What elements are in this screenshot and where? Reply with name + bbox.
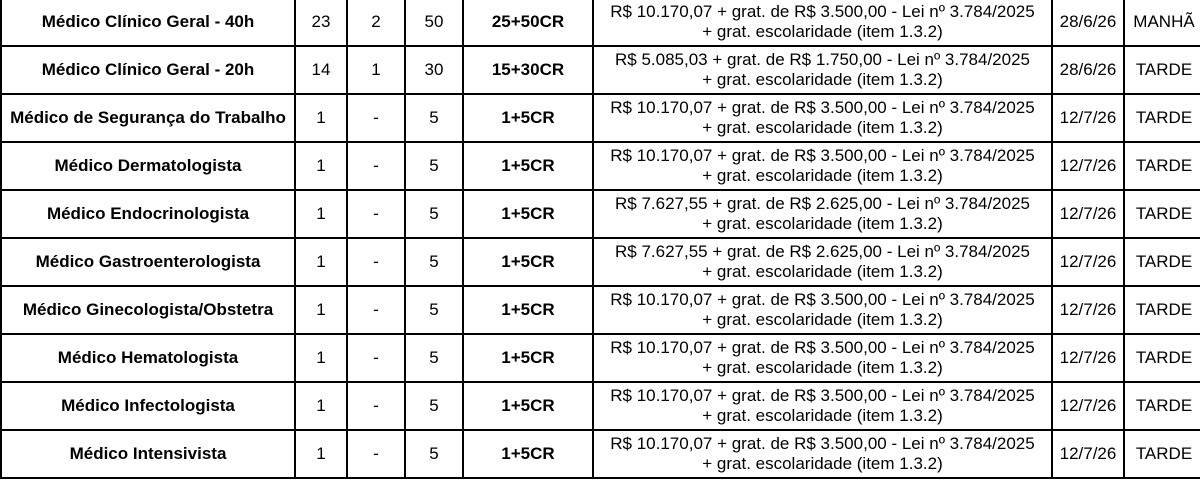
total-cell: 25+50CR	[463, 0, 593, 46]
cadastro-reserva-cell: 5	[405, 334, 463, 382]
remuneracao-line-1: R$ 10.170,07 + grat. de R$ 3.500,00 - Lei nº 3.784/2025	[610, 290, 1035, 309]
remuneracao-line-2: + grat. escolaridade (item 1.3.2)	[702, 214, 943, 233]
total-cell: 1+5CR	[463, 382, 593, 430]
total-cell: 1+5CR	[463, 286, 593, 334]
vagas-ampla-cell: 14	[295, 46, 347, 94]
total-cell: 1+5CR	[463, 238, 593, 286]
remuneracao-cell	[593, 94, 1052, 142]
cargo-cell: Médico Dermatologista	[1, 142, 295, 190]
vagas-ampla-cell: 1	[295, 334, 347, 382]
cargo-cell: Médico Intensivista	[1, 430, 295, 478]
cargo-cell: Médico Gastroenterologista	[1, 238, 295, 286]
cadastro-reserva-cell: 5	[405, 142, 463, 190]
cadastro-reserva-cell: 5	[405, 94, 463, 142]
remuneracao-line-1: R$ 10.170,07 + grat. de R$ 3.500,00 - Lei nº 3.784/2025	[610, 434, 1035, 453]
turno-cell: TARDE	[1124, 190, 1200, 238]
remuneracao-cell	[593, 46, 1052, 94]
vagas-ampla-cell: 1	[295, 286, 347, 334]
remuneracao-line-1: R$ 10.170,07 + grat. de R$ 3.500,00 - Lei nº 3.784/2025	[610, 98, 1035, 117]
table-row	[1, 334, 1200, 382]
remuneracao-line-1: R$ 10.170,07 + grat. de R$ 3.500,00 - Lei nº 3.784/2025	[610, 338, 1035, 357]
table-row	[1, 286, 1200, 334]
vagas-pcd-cell: -	[347, 142, 405, 190]
turno-cell: TARDE	[1124, 382, 1200, 430]
vagas-pcd-cell: -	[347, 286, 405, 334]
total-cell: 1+5CR	[463, 142, 593, 190]
total-cell: 1+5CR	[463, 190, 593, 238]
turno-cell: TARDE	[1124, 142, 1200, 190]
cadastro-reserva-cell: 5	[405, 286, 463, 334]
table-row	[1, 142, 1200, 190]
vagas-ampla-cell: 1	[295, 238, 347, 286]
remuneracao-cell	[593, 142, 1052, 190]
remuneracao-line-2: + grat. escolaridade (item 1.3.2)	[702, 454, 943, 473]
cadastro-reserva-cell: 30	[405, 46, 463, 94]
remuneracao-cell	[593, 430, 1052, 478]
vagas-pcd-cell: -	[347, 94, 405, 142]
remuneracao-cell	[593, 382, 1052, 430]
remuneracao-line-2: + grat. escolaridade (item 1.3.2)	[702, 70, 943, 89]
vagas-pcd-cell: -	[347, 430, 405, 478]
table-row	[1, 382, 1200, 430]
data-prova-cell: 12/7/26	[1052, 238, 1124, 286]
turno-cell: TARDE	[1124, 238, 1200, 286]
table-row	[1, 46, 1200, 94]
turno-cell: MANHÃ	[1124, 0, 1200, 46]
remuneracao-line-1: R$ 5.085,03 + grat. de R$ 1.750,00 - Lei nº 3.784/2025	[615, 50, 1030, 69]
remuneracao-line-2: + grat. escolaridade (item 1.3.2)	[702, 406, 943, 425]
remuneracao-line-1: R$ 7.627,55 + grat. de R$ 2.625,00 - Lei nº 3.784/2025	[615, 194, 1030, 213]
vagas-pcd-cell: 2	[347, 0, 405, 46]
vagas-ampla-cell: 1	[295, 430, 347, 478]
table-row	[1, 94, 1200, 142]
data-prova-cell: 12/7/26	[1052, 382, 1124, 430]
remuneracao-cell	[593, 334, 1052, 382]
remuneracao-line-1: R$ 7.627,55 + grat. de R$ 2.625,00 - Lei nº 3.784/2025	[615, 242, 1030, 261]
vagas-ampla-cell: 23	[295, 0, 347, 46]
remuneracao-line-1: R$ 10.170,07 + grat. de R$ 3.500,00 - Lei nº 3.784/2025	[610, 146, 1035, 165]
vagas-ampla-cell: 1	[295, 94, 347, 142]
cargo-cell: Médico Infectologista	[1, 382, 295, 430]
data-prova-cell: 28/6/26	[1052, 0, 1124, 46]
cargo-cell: Médico de Segurança do Trabalho	[1, 94, 295, 142]
total-cell: 1+5CR	[463, 430, 593, 478]
table-row	[1, 190, 1200, 238]
data-prova-cell: 12/7/26	[1052, 286, 1124, 334]
data-prova-cell: 12/7/26	[1052, 430, 1124, 478]
data-prova-cell: 28/6/26	[1052, 46, 1124, 94]
remuneracao-cell	[593, 238, 1052, 286]
remuneracao-line-2: + grat. escolaridade (item 1.3.2)	[702, 22, 943, 41]
cadastro-reserva-cell: 5	[405, 430, 463, 478]
remuneracao-line-2: + grat. escolaridade (item 1.3.2)	[702, 166, 943, 185]
total-cell: 15+30CR	[463, 46, 593, 94]
data-prova-cell: 12/7/26	[1052, 94, 1124, 142]
turno-cell: TARDE	[1124, 46, 1200, 94]
vagas-ampla-cell: 1	[295, 382, 347, 430]
turno-cell: TARDE	[1124, 286, 1200, 334]
data-prova-cell: 12/7/26	[1052, 190, 1124, 238]
cadastro-reserva-cell: 5	[405, 238, 463, 286]
table-row	[1, 238, 1200, 286]
remuneracao-line-1: R$ 10.170,07 + grat. de R$ 3.500,00 - Lei nº 3.784/2025	[610, 2, 1035, 21]
cadastro-reserva-cell: 5	[405, 190, 463, 238]
data-prova-cell: 12/7/26	[1052, 142, 1124, 190]
vagas-pcd-cell: -	[347, 238, 405, 286]
turno-cell: TARDE	[1124, 430, 1200, 478]
cargo-cell: Médico Clínico Geral - 20h	[1, 46, 295, 94]
total-cell: 1+5CR	[463, 94, 593, 142]
table-row	[1, 0, 1200, 46]
cargo-cell: Médico Hematologista	[1, 334, 295, 382]
total-cell: 1+5CR	[463, 334, 593, 382]
remuneracao-cell	[593, 286, 1052, 334]
vagas-pcd-cell: -	[347, 334, 405, 382]
table-row	[1, 430, 1200, 478]
remuneracao-cell	[593, 190, 1052, 238]
cargo-cell: Médico Ginecologista/Obstetra	[1, 286, 295, 334]
vagas-pcd-cell: 1	[347, 46, 405, 94]
cadastro-reserva-cell: 5	[405, 382, 463, 430]
cargo-cell: Médico Clínico Geral - 40h	[1, 0, 295, 46]
vagas-ampla-cell: 1	[295, 190, 347, 238]
remuneracao-line-2: + grat. escolaridade (item 1.3.2)	[702, 358, 943, 377]
turno-cell: TARDE	[1124, 334, 1200, 382]
remuneracao-line-1: R$ 10.170,07 + grat. de R$ 3.500,00 - Lei nº 3.784/2025	[610, 386, 1035, 405]
turno-cell: TARDE	[1124, 94, 1200, 142]
remuneracao-line-2: + grat. escolaridade (item 1.3.2)	[702, 310, 943, 329]
vagas-pcd-cell: -	[347, 382, 405, 430]
cargo-cell: Médico Endocrinologista	[1, 190, 295, 238]
remuneracao-line-2: + grat. escolaridade (item 1.3.2)	[702, 262, 943, 281]
vagas-pcd-cell: -	[347, 190, 405, 238]
remuneracao-cell	[593, 0, 1052, 46]
remuneracao-line-2: + grat. escolaridade (item 1.3.2)	[702, 118, 943, 137]
vagas-ampla-cell: 1	[295, 142, 347, 190]
cadastro-reserva-cell: 50	[405, 0, 463, 46]
data-prova-cell: 12/7/26	[1052, 334, 1124, 382]
